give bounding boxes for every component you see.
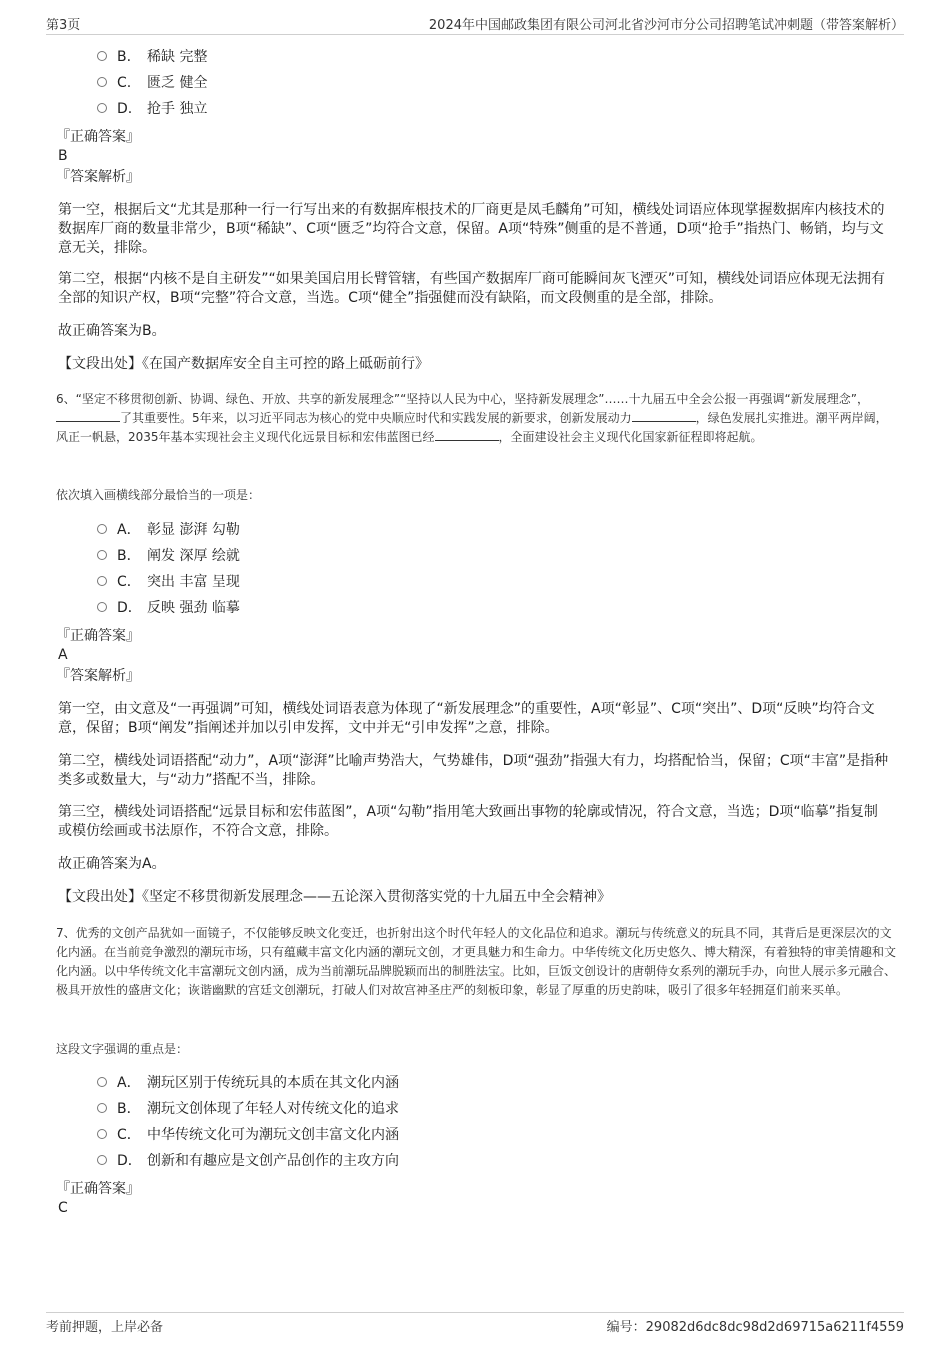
question-6-text: 6、“坚定不移贯彻创新、协调、绿色、开放、共享的新发展理念”“坚持以人民为中心，坚持新发展理念”……十九届五中全会公报一再强调“新发展理念”，了其重要性。5年来，以习近平同志为核心的党中央顺应时代和实践发展的新要求，创新发展动力 ，绿色发展扎实推进。潮平两岸阔，风正一帆悬，2035年基本实现社会主义现代化远景目标和宏伟蓝图已经 ，全面建设社会主义现代化国家新征程即将起航。 xyxy=(56,392,888,444)
radio-icon[interactable] xyxy=(97,550,107,560)
radio-icon[interactable] xyxy=(97,602,107,612)
question-7-text: 7、优秀的文创产品犹如一面镜子，不仅能够反映文化变迁，也折射出这个时代年轻人的文化品位和追求。潮玩与传统意义的玩具不同，其背后是更深层次的文化内涵。在当前竞争激烈的潮玩市场，只有蕴藏丰富文化内涵的潮玩文创，才更具魅力和生命力。中华传统文化历史悠久、博大精深，有着独特的审美情趣和文化内涵。以中华传统文化丰富潮玩文创内涵，成为当前潮玩品牌脱颖而出的制胜法宝。比如，巨饭文创设计的唐朝侍女系列的潮玩手办，向世人展示多元融合、极具开放性的盛唐文化；诙谐幽默的宫廷文创潮玩，打破人们对故宫神圣庄严的刻板印象，彰显了厚重的历史韵味，吸引了很多年轻拥趸们前来买单。 xyxy=(56,926,897,997)
page-footer xyxy=(46,1312,904,1336)
radio-icon[interactable] xyxy=(97,51,107,61)
analysis-label: 『答案解析』 xyxy=(56,668,140,684)
option-a[interactable]: A． 潮玩区别于传统玩具的本质在其文化内涵 xyxy=(97,1074,399,1092)
option-b[interactable]: B. 稀缺 完整 xyxy=(97,48,207,66)
page-number: 第3页 xyxy=(46,18,81,33)
answer-value: A xyxy=(58,647,68,663)
source-label: 【文段出处】 xyxy=(58,356,142,372)
option-c[interactable]: C. 匮乏 健全 xyxy=(97,74,207,92)
source-line xyxy=(58,888,890,907)
radio-icon[interactable] xyxy=(97,576,107,586)
radio-icon[interactable] xyxy=(97,1155,107,1165)
analysis-conclusion: 故正确答案为B。 xyxy=(58,323,166,339)
option-d[interactable]: D． 创新和有趣应是文创产品创作的主攻方向 xyxy=(97,1152,399,1170)
option-b[interactable]: B． 潮玩文创体现了年轻人对传统文化的追求 xyxy=(97,1100,399,1118)
answer-label: 『正确答案』 xyxy=(56,129,140,145)
radio-icon[interactable] xyxy=(97,103,107,113)
answer-label: 『正确答案』 xyxy=(56,628,140,644)
page-header xyxy=(46,14,904,35)
radio-icon[interactable] xyxy=(97,524,107,534)
analysis-paragraph: 第二空，根据“内核不是自主研发”“如果美国启用长臂管辖，有些国产数据库厂商可能瞬间灰飞湮灭”可知，横线处词语应体现无法拥有全部的知识产权，B项“完整”符合文意，当选。C项“健全”指强健而没有缺陷，而文段侧重的是全部，排除。 xyxy=(58,271,886,306)
analysis-paragraph: 第二空，横线处词语搭配“动力”，A项“澎湃”比喻声势浩大，气势雄伟，D项“强劲”指强大有力，均搭配恰当，保留；C项“丰富”是指种类多或数量大，与“动力”搭配不当，排除。 xyxy=(58,753,889,788)
source-line xyxy=(58,355,890,374)
option-b[interactable]: B． 阐发 深厚 绘就 xyxy=(97,547,240,565)
blank-line xyxy=(632,410,696,422)
option-d[interactable]: D. 抢手 独立 xyxy=(97,100,207,118)
option-c[interactable]: C． 突出 丰富 呈现 xyxy=(97,573,240,591)
answer-value: C xyxy=(58,1200,68,1216)
question-7-prompt: 这段文字强调的重点是： xyxy=(56,1042,189,1056)
radio-icon[interactable] xyxy=(97,1129,107,1139)
analysis-paragraph: 第一空，由文意及“一再强调”可知，横线处词语表意为体现了“新发展理念”的重要性，A项“彰显”、C项“突出”、D项“反映”均符合文意，保留；B项“阐发”指阐述并加以引申发挥，文中并无“引申发挥”之意，排除。 xyxy=(58,701,875,736)
analysis-label: 『答案解析』 xyxy=(56,169,140,185)
option-a[interactable]: A． 彰显 澎湃 勾勒 xyxy=(97,521,240,539)
source-label: 【文段出处】 xyxy=(58,889,142,905)
radio-icon[interactable] xyxy=(97,1077,107,1087)
radio-icon[interactable] xyxy=(97,77,107,87)
analysis-conclusion: 故正确答案为A。 xyxy=(58,856,166,872)
blank-line xyxy=(56,410,120,422)
document-id: 编号：29082d6dc8dc98d2d69715a6211f4559 xyxy=(606,1320,904,1335)
source-title: 《在国产数据库安全自主可控的路上砥砺前行》 xyxy=(142,356,429,372)
footer-slogan: 考前押题，上岸必备 xyxy=(46,1320,164,1335)
source-title: 《坚定不移贯彻新发展理念——五论深入贯彻落实党的十九届五中全会精神》 xyxy=(142,889,611,905)
blank-line xyxy=(435,429,499,441)
analysis-paragraph: 第三空，横线处词语搭配“远景目标和宏伟蓝图”，A项“勾勒”指用笔大致画出事物的轮廓或情况，符合文意，当选；D项“临摹”指复制或模仿绘画或书法原作，不符合文意，排除。 xyxy=(58,804,878,839)
option-d[interactable]: D． 反映 强劲 临摹 xyxy=(97,599,240,617)
document-title: 2024年中国邮政集团有限公司河北省沙河市分公司招聘笔试冲刺题（带答案解析） xyxy=(428,18,904,33)
option-c[interactable]: C． 中华传统文化可为潮玩文创丰富文化内涵 xyxy=(97,1126,399,1144)
answer-value: B xyxy=(58,148,68,164)
question-6-prompt: 依次填入画横线部分最恰当的一项是： xyxy=(56,488,261,502)
analysis-paragraph: 第一空，根据后文“尤其是那种一行一行写出来的有数据库根技术的厂商更是凤毛麟角”可知，横线处词语应体现掌握数据库内核技术的数据库厂商的数量非常少，B项“稀缺”、C项“匮乏”均符合文意，保留。A项“特殊”侧重的是不普通，D项“抢手”指热门、畅销，均与文意无关，排除。 xyxy=(58,202,885,256)
radio-icon[interactable] xyxy=(97,1103,107,1113)
answer-label: 『正确答案』 xyxy=(56,1181,140,1197)
